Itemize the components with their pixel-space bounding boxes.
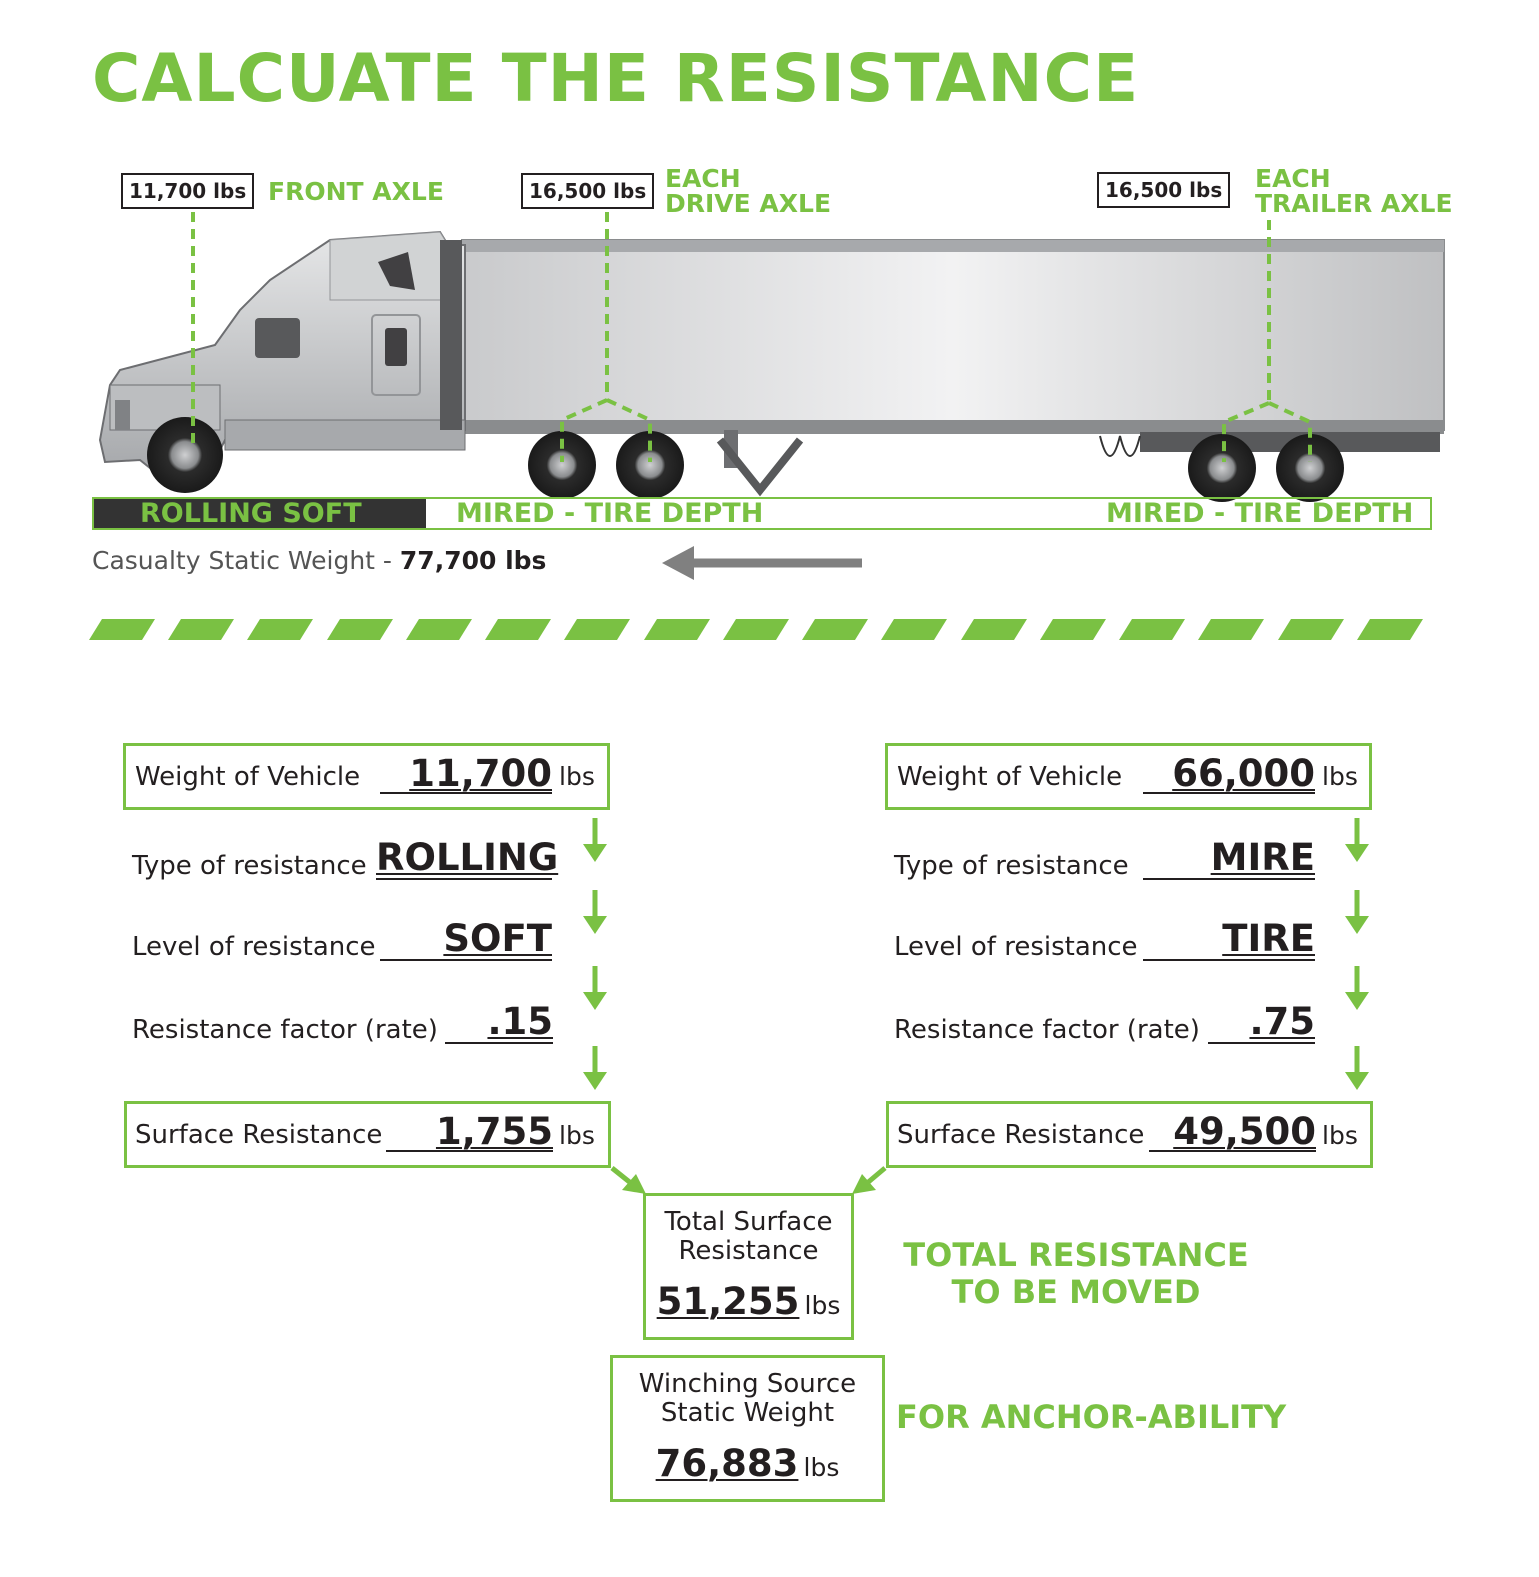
direction-arrow-icon	[662, 546, 862, 580]
right-surface-unit: lbs	[1322, 1121, 1358, 1150]
casualty-static-weight: Casualty Static Weight - 77,700 lbs	[92, 546, 547, 575]
left-level-label: Level of resistance	[132, 932, 376, 962]
winching-label: Winching Source Static Weight	[638, 1369, 857, 1428]
trailer-axle-label-1: EACH	[1255, 164, 1331, 193]
left-surface-field: 1,755	[386, 1110, 553, 1152]
winching-caption: FOR ANCHOR-ABILITY	[896, 1398, 1287, 1436]
total-value: 51,255 lbs	[656, 1280, 841, 1323]
right-level-label: Level of resistance	[894, 932, 1138, 962]
left-weight-field: 11,700	[380, 752, 552, 794]
trailer-axle-label-2: TRAILER AXLE	[1255, 189, 1453, 218]
right-level-field: TIRE	[1143, 917, 1315, 961]
winching-value: 76,883 lbs	[655, 1442, 840, 1485]
strip-drive-label: MIRED - TIRE DEPTH	[456, 498, 764, 529]
drive-axle-label-1: EACH	[665, 164, 741, 193]
right-weight-unit: lbs	[1322, 762, 1358, 791]
trailer-wheel-2	[1276, 434, 1344, 502]
drive-axle-label-2: DRIVE AXLE	[665, 189, 832, 218]
strip-front-label: ROLLING SOFT	[140, 498, 362, 529]
right-weight-field: 66,000	[1143, 752, 1315, 794]
front-wheel	[147, 417, 223, 493]
left-surface-label: Surface Resistance	[135, 1120, 383, 1150]
strip-trailer-label: MIRED - TIRE DEPTH	[1106, 498, 1414, 529]
drive-axle-weight: 16,500 lbs	[521, 173, 654, 209]
right-surface-field: 49,500	[1149, 1110, 1316, 1152]
left-type-label: Type of resistance	[132, 851, 367, 881]
right-weight-label: Weight of Vehicle	[897, 762, 1123, 792]
page-title: CALCUATE THE RESISTANCE	[92, 40, 1140, 117]
trailer-axle-weight: 16,500 lbs	[1097, 172, 1230, 208]
total-label: Total Surface Resistance	[664, 1207, 833, 1266]
right-type-field: MIRE	[1143, 836, 1315, 880]
right-factor-field: .75	[1208, 1000, 1315, 1044]
left-weight-unit: lbs	[559, 762, 595, 791]
left-surface-unit: lbs	[559, 1121, 595, 1150]
total-caption: TOTAL RESISTANCE TO BE MOVED	[903, 1236, 1249, 1311]
left-factor-label: Resistance factor (rate)	[132, 1015, 438, 1045]
left-type-field: ROLLING	[376, 836, 559, 879]
left-weight-label: Weight of Vehicle	[135, 762, 361, 792]
left-factor-field: .15	[445, 1000, 553, 1044]
right-type-label: Type of resistance	[894, 851, 1129, 881]
right-surface-label: Surface Resistance	[897, 1120, 1145, 1150]
front-axle-label: FRONT AXLE	[268, 177, 444, 206]
front-axle-weight: 11,700 lbs	[121, 173, 254, 209]
left-level-field: SOFT	[380, 917, 552, 961]
right-factor-label: Resistance factor (rate)	[894, 1015, 1200, 1045]
road-stripes	[89, 619, 1423, 640]
